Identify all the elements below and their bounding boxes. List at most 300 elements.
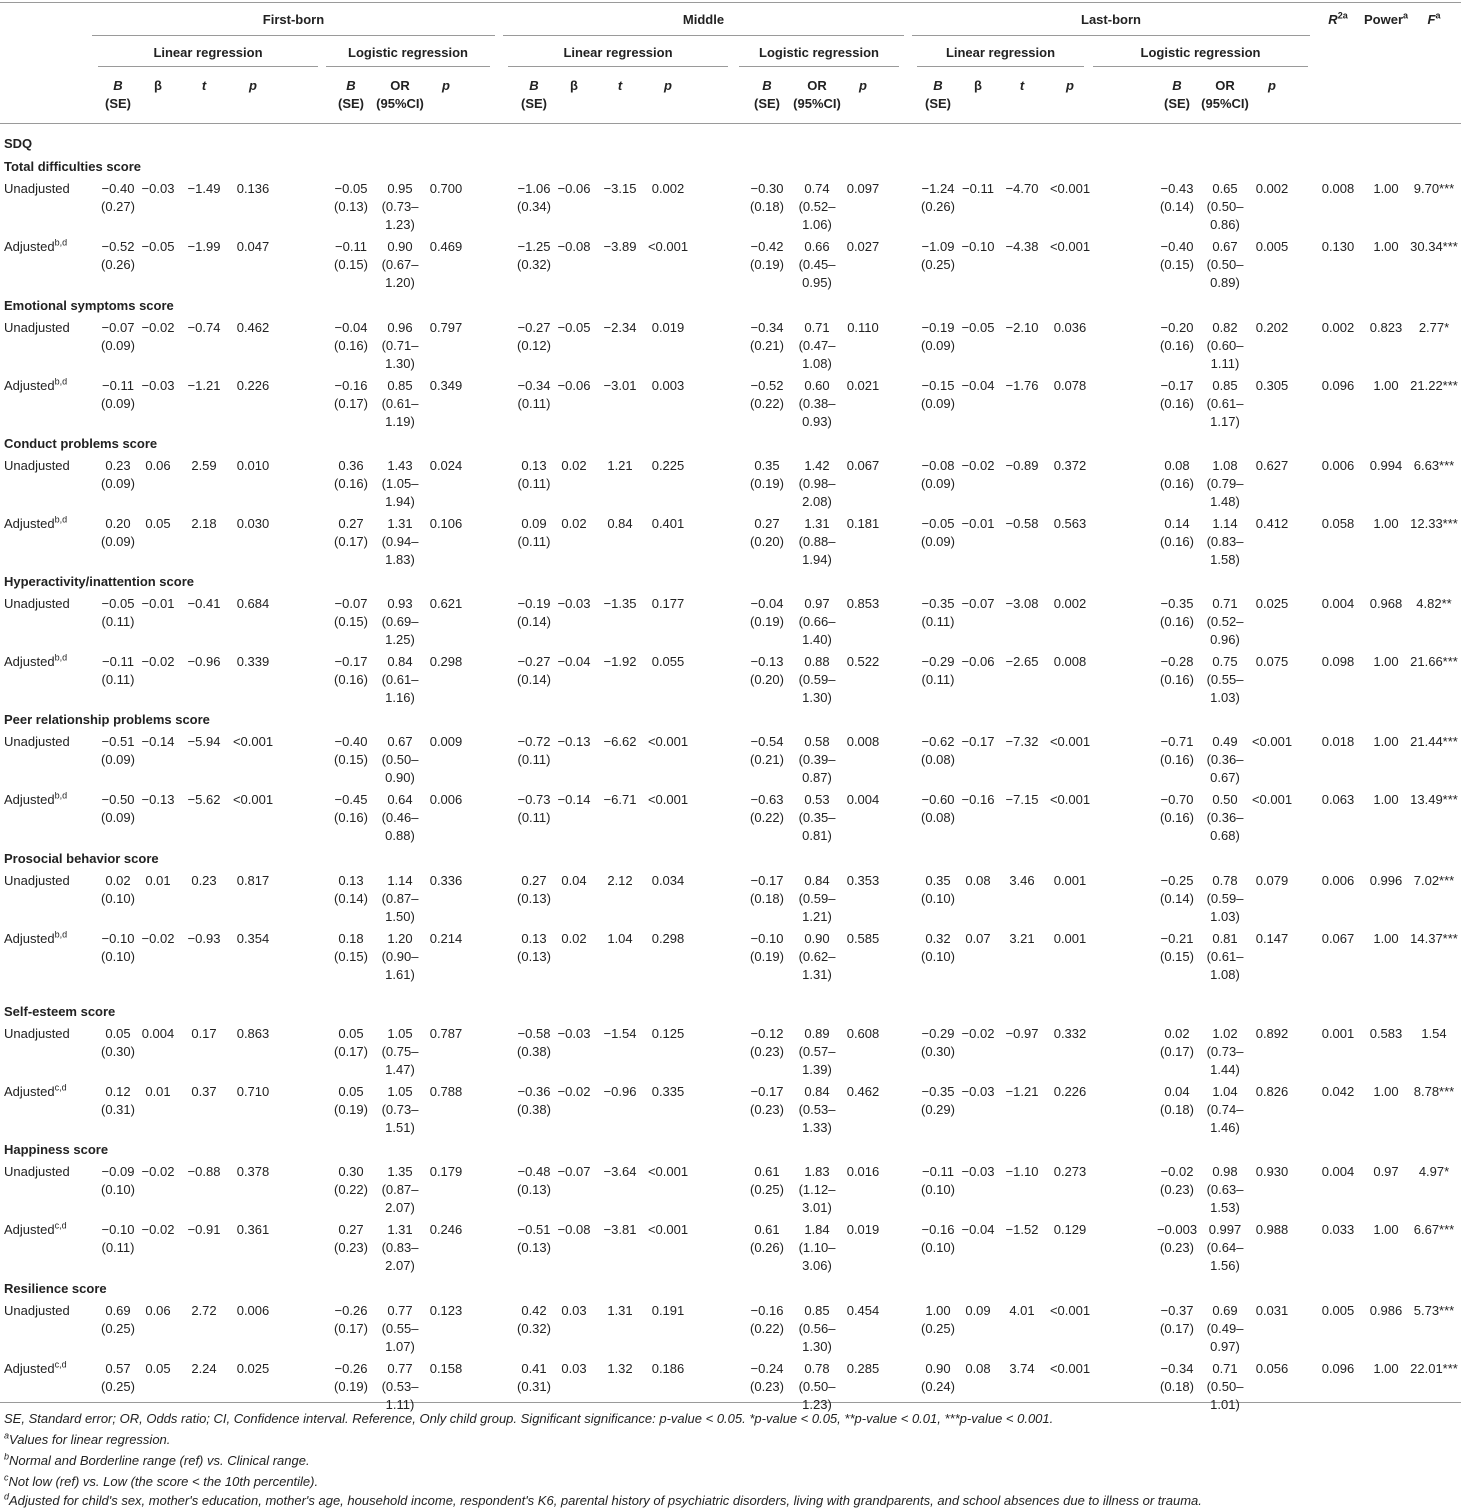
cell-text: 3.46 — [1009, 873, 1035, 888]
cell-text: −0.10 — [101, 1222, 135, 1237]
cell-text: Not low (ref) vs. Low (the score < the 10th percentile). — [8, 1474, 319, 1489]
cell-text: −1.49 — [187, 181, 221, 196]
cell-text: −0.24 — [750, 1361, 784, 1376]
cell-text: 0.90 — [925, 1361, 951, 1376]
cell-text: (0.22) — [334, 1182, 368, 1197]
cell-text: 0.78 — [804, 1361, 830, 1376]
cell-text: 0.006 — [429, 792, 463, 807]
cell-text: −0.62 — [921, 734, 955, 749]
cell-text: 1.00 — [1373, 654, 1399, 669]
cell-text: 0.008 — [1321, 181, 1355, 196]
cell-text: 0.098 — [1321, 654, 1355, 669]
cell-text: (0.09) — [101, 396, 135, 411]
cell-text: (0.25) — [750, 1182, 784, 1197]
cell-text: Adjusted — [4, 516, 55, 531]
cell-text: (0.87– — [381, 891, 419, 906]
cell-text: −0.11 — [335, 239, 367, 254]
table-cell — [406, 457, 486, 475]
cell-text: 0.401 — [651, 516, 685, 531]
cell-text: B — [346, 78, 356, 93]
cell-text: (0.12) — [517, 338, 551, 353]
table-cell — [1394, 595, 1461, 613]
cell-text: Unadjusted — [4, 458, 70, 473]
cell-text: 0.021 — [846, 378, 880, 393]
column-header — [1030, 77, 1110, 95]
cell-text: (0.59– — [798, 672, 836, 687]
cell-text: 0.025 — [1255, 596, 1289, 611]
cell-text: (0.14) — [1160, 891, 1194, 906]
rule-top — [0, 2, 1461, 3]
cell-text: <0.001 — [232, 792, 274, 807]
cell-text: −0.10 — [750, 931, 784, 946]
cell-text: 0.95) — [802, 275, 832, 290]
cell-text: 14.37*** — [1410, 931, 1458, 946]
table-cell — [406, 1221, 486, 1239]
cell-text: −1.21 — [187, 378, 221, 393]
cell-text: OR — [1215, 78, 1235, 93]
cell-text: (0.09) — [101, 338, 135, 353]
cell-text: 0.002 — [651, 181, 685, 196]
cell-text: (0.17) — [334, 396, 368, 411]
cell-text: −0.11 — [962, 181, 994, 196]
cell-text: (0.18) — [1160, 1102, 1194, 1117]
cell-text: 0.817 — [236, 873, 270, 888]
table-cell — [628, 733, 708, 751]
cell-text: 0.563 — [1053, 516, 1087, 531]
cell-text: −0.40 — [334, 734, 368, 749]
table-cell — [823, 1025, 903, 1043]
cell-text: Adjusted — [4, 239, 55, 254]
table-cell — [213, 1163, 293, 1181]
row-label — [4, 238, 67, 256]
cell-text: −0.03 — [961, 1084, 995, 1099]
table-cell — [213, 1025, 293, 1043]
cell-text: −0.41 — [187, 596, 221, 611]
cell-text: (0.25) — [921, 257, 955, 272]
cell-text: −0.52 — [750, 378, 784, 393]
cell-text: 0.147 — [1255, 931, 1289, 946]
cell-text: 0.305 — [1255, 378, 1289, 393]
cell-text: 0.85 — [804, 1303, 830, 1318]
cell-text: (0.14) — [1160, 199, 1194, 214]
cell-text: −1.52 — [1005, 1222, 1039, 1237]
cell-text: 0.93 — [387, 596, 413, 611]
cell-text: 0.797 — [429, 320, 463, 335]
cell-text: −0.63 — [750, 792, 784, 807]
cell-text: 0.03 — [561, 1361, 587, 1376]
cell-text: (0.55– — [1206, 672, 1244, 687]
cell-text: 1.61) — [385, 967, 415, 982]
table-cell — [1394, 180, 1461, 198]
cell-text: −1.24 — [921, 181, 955, 196]
cell-text: 0.61 — [754, 1164, 780, 1179]
cell-text: −0.29 — [921, 1026, 955, 1041]
table-cell — [406, 1083, 486, 1101]
cell-text: 1.94) — [802, 552, 832, 567]
cell-text: OR — [807, 78, 827, 93]
cell-text: <0.001 — [232, 734, 274, 749]
cell-text: 1.35 — [387, 1164, 413, 1179]
cell-text: (0.18) — [1160, 1379, 1194, 1394]
cell-text: Unadjusted — [4, 1303, 70, 1318]
cell-text: (0.09) — [921, 338, 955, 353]
cell-text: 0.23 — [191, 873, 217, 888]
cell-text: −7.15 — [1005, 792, 1039, 807]
cell-text: 0.06 — [145, 1303, 171, 1318]
cell-text: (1.12– — [798, 1182, 836, 1197]
cell-text: 0.71 — [804, 320, 830, 335]
cell-text: 0.27 — [338, 516, 364, 531]
cell-text: 0.067 — [846, 458, 880, 473]
cell-text: (0.23) — [1160, 1182, 1194, 1197]
cell-text: 0.93) — [802, 414, 832, 429]
cell-text: (0.46– — [381, 810, 419, 825]
cell-text: (0.16) — [334, 338, 368, 353]
cell-text: 1.30) — [802, 690, 832, 705]
cell-text: (SE) — [105, 96, 131, 111]
cell-text: 0.65 — [1212, 181, 1238, 196]
cell-text: 0.84 — [387, 654, 413, 669]
cell-text: 0.298 — [651, 931, 685, 946]
cell-text: −0.04 — [334, 320, 368, 335]
cell-text: 0.096 — [1321, 1361, 1355, 1376]
stat-header — [1404, 11, 1461, 29]
cell-text: 0.004 — [141, 1026, 175, 1041]
table-cell — [1394, 1025, 1461, 1043]
cell-text: 0.001 — [1053, 873, 1087, 888]
cell-text: −0.11 — [102, 378, 134, 393]
cell-text: 0.64 — [387, 792, 413, 807]
cell-text: 0.09 — [965, 1303, 991, 1318]
table-cell — [628, 238, 708, 256]
table-cell — [406, 1360, 486, 1378]
cell-text: 1.06) — [802, 217, 832, 232]
cell-text: 0.024 — [429, 458, 463, 473]
cell-text: 0.042 — [1321, 1084, 1355, 1099]
cell-text: 1.51) — [385, 1120, 415, 1135]
cell-text: Adjusted for child's sex, mother's education, mother's age, household income, respondent's K6, parental history of psychiatric disorders, living with grandparents, and school absences due to illness or trauma. — [9, 1493, 1202, 1508]
cell-text: Unadjusted — [4, 181, 70, 196]
cell-text: 0.700 — [429, 181, 463, 196]
cell-text: 1.31 — [804, 516, 830, 531]
cell-text: 0.853 — [846, 596, 880, 611]
cell-text: (0.10) — [101, 949, 135, 964]
cell-text: −0.13 — [750, 654, 784, 669]
cell-text: 1.30) — [385, 356, 415, 371]
cell-text: 3.74 — [1009, 1361, 1035, 1376]
cell-text: −0.74 — [187, 320, 221, 335]
cell-text: (0.09) — [921, 476, 955, 491]
cell-text: 0.191 — [651, 1303, 685, 1318]
cell-text: (0.79– — [1206, 476, 1244, 491]
cell-text: 2.12 — [607, 873, 633, 888]
cell-text: <0.001 — [1049, 792, 1091, 807]
cell-text: (0.22) — [750, 396, 784, 411]
cell-text: −1.35 — [603, 596, 637, 611]
cell-text: 0.031 — [1255, 1303, 1289, 1318]
cell-text: −0.10 — [961, 239, 995, 254]
table-cell — [1394, 1221, 1461, 1239]
footnote-marker: d — [4, 1491, 10, 1502]
cell-text: (0.52– — [1206, 614, 1244, 629]
cell-text: (0.73– — [381, 1102, 419, 1117]
table-cell — [823, 1163, 903, 1181]
cell-text: (0.35– — [798, 810, 836, 825]
cell-text: 0.372 — [1053, 458, 1087, 473]
cell-text: 0.27 — [338, 1222, 364, 1237]
cell-text: 5.73*** — [1413, 1303, 1455, 1318]
cell-text: 0.336 — [429, 873, 463, 888]
cell-text: 1.00 — [1373, 516, 1399, 531]
table-cell — [213, 1221, 293, 1239]
cell-text: −1.76 — [1005, 378, 1039, 393]
cell-text: (0.15) — [1160, 949, 1194, 964]
cell-text: 0.53 — [804, 792, 830, 807]
cell-text: p — [859, 78, 867, 93]
cell-text: 1.47) — [385, 1062, 415, 1077]
cell-text: 0.027 — [846, 239, 880, 254]
subgroup-header: Logistic regression — [1140, 45, 1261, 60]
cell-text: 1.30) — [802, 1339, 832, 1354]
row-label — [4, 457, 70, 475]
cell-text: 0.96 — [387, 320, 413, 335]
cell-text: 0.863 — [236, 1026, 270, 1041]
cell-text: (0.23) — [750, 1044, 784, 1059]
section-title: Peer relationship problems score — [4, 712, 210, 727]
cell-text: −0.17 — [334, 654, 368, 669]
cell-text: −0.05 — [921, 516, 955, 531]
footnote — [4, 1452, 310, 1469]
cell-text: 0.285 — [846, 1361, 880, 1376]
cell-text: −0.02 — [1160, 1164, 1194, 1179]
cell-text: 1.23) — [802, 1397, 832, 1412]
cell-text: −0.19 — [517, 596, 551, 611]
cell-text: 0.412 — [1255, 516, 1289, 531]
cell-text: Adjusted — [4, 1222, 55, 1237]
cell-text: (0.16) — [1160, 534, 1194, 549]
cell-text: −0.93 — [187, 931, 221, 946]
cell-text: 0.002 — [1053, 596, 1087, 611]
table-cell — [1030, 319, 1110, 337]
cell-text: −6.71 — [603, 792, 637, 807]
table-cell — [628, 872, 708, 890]
table-cell — [628, 1025, 708, 1043]
cell-text: 1.25) — [385, 632, 415, 647]
table-cell — [213, 653, 293, 671]
cell-text: −0.07 — [557, 1164, 591, 1179]
cell-text: 0.86) — [1210, 217, 1240, 232]
cell-text: −0.30 — [750, 181, 784, 196]
cell-text: 0.90 — [804, 931, 830, 946]
cell-text: (0.09) — [101, 534, 135, 549]
cell-text: −0.08 — [921, 458, 955, 473]
cell-text: Unadjusted — [4, 873, 70, 888]
cell-text: (0.21) — [750, 338, 784, 353]
cell-text: 7.02*** — [1413, 873, 1455, 888]
table-cell — [823, 180, 903, 198]
table-cell — [823, 377, 903, 395]
cell-text: Adjusted — [4, 1084, 55, 1099]
section-title: Resilience score — [4, 1281, 107, 1296]
cell-text: 0.684 — [236, 596, 270, 611]
cell-text: −7.32 — [1005, 734, 1039, 749]
cell-text: 0.125 — [651, 1026, 685, 1041]
cell-text: 0.129 — [1053, 1222, 1087, 1237]
table-cell — [823, 1221, 903, 1239]
cell-text: (0.71– — [381, 338, 419, 353]
cell-text: 0.03 — [561, 1303, 587, 1318]
cell-text: 0.88) — [385, 828, 415, 843]
cell-text: (0.50– — [1206, 1379, 1244, 1394]
cell-text: 4.82** — [1416, 596, 1452, 611]
cell-text: (0.14) — [517, 672, 551, 687]
cell-text: (0.16) — [334, 476, 368, 491]
table-cell — [628, 377, 708, 395]
cell-text: 1.00 — [1373, 792, 1399, 807]
cell-text: 0.354 — [236, 931, 270, 946]
cell-text: (0.38– — [798, 396, 836, 411]
cell-text: −0.02 — [141, 931, 175, 946]
cell-text: 1.14 — [1212, 516, 1238, 531]
table-cell — [823, 238, 903, 256]
cell-text: (0.60– — [1206, 338, 1244, 353]
cell-text: 0.41 — [521, 1361, 547, 1376]
cell-text: 0.02 — [561, 931, 587, 946]
cell-text: −0.16 — [961, 792, 995, 807]
table-cell — [823, 653, 903, 671]
cell-text: −0.02 — [141, 1164, 175, 1179]
cell-text: 0.61 — [754, 1222, 780, 1237]
cell-text: 0.82 — [1212, 320, 1238, 335]
cell-text: (SE) — [1164, 96, 1190, 111]
cell-text: −0.48 — [517, 1164, 551, 1179]
cell-text: −0.73 — [517, 792, 551, 807]
cell-text: 0.823 — [1369, 320, 1403, 335]
cell-text: −0.43 — [1160, 181, 1194, 196]
cell-text: <0.001 — [647, 1222, 689, 1237]
cell-text: −1.21 — [1005, 1084, 1039, 1099]
cell-text: (0.10) — [921, 1182, 955, 1197]
table-cell — [1394, 1163, 1461, 1181]
cell-text: 0.01 — [145, 873, 171, 888]
row-label — [4, 791, 67, 809]
cell-text: 1.04 — [607, 931, 633, 946]
cell-text: 0.332 — [1053, 1026, 1087, 1041]
cell-text: (0.31) — [517, 1379, 551, 1394]
table-cell — [628, 180, 708, 198]
cell-text: (0.08) — [921, 810, 955, 825]
cell-text: −0.97 — [1005, 1026, 1039, 1041]
cell-text: 0.968 — [1369, 596, 1403, 611]
cell-text: 1.39) — [802, 1062, 832, 1077]
table-cell — [628, 1221, 708, 1239]
cell-text: (0.17) — [1160, 1044, 1194, 1059]
cell-text: 1.94) — [385, 494, 415, 509]
cell-text: (0.83– — [1206, 534, 1244, 549]
cell-text: −0.35 — [921, 1084, 955, 1099]
table-cell — [406, 377, 486, 395]
cell-text: (0.38) — [517, 1102, 551, 1117]
table-cell — [1030, 733, 1110, 751]
cell-text: B — [1172, 78, 1182, 93]
cell-text: 1.20 — [387, 931, 413, 946]
group-header: Middle — [682, 12, 725, 27]
cell-text: 0.627 — [1255, 458, 1289, 473]
subgroup-header: Linear regression — [153, 45, 263, 60]
cell-text: (0.09) — [101, 810, 135, 825]
cell-text: 0.57 — [105, 1361, 131, 1376]
cell-text: 0.35 — [925, 873, 951, 888]
cell-text: 0.71 — [1212, 1361, 1238, 1376]
cell-text: 0.034 — [651, 873, 685, 888]
table-cell — [213, 377, 293, 395]
cell-text: −0.28 — [1160, 654, 1194, 669]
cell-text: −0.34 — [1160, 1361, 1194, 1376]
cell-text: 0.97) — [1210, 1339, 1240, 1354]
cell-text: <0.001 — [647, 792, 689, 807]
cell-text: −1.54 — [603, 1026, 637, 1041]
cell-text: −3.89 — [603, 239, 637, 254]
table-cell — [1394, 1083, 1461, 1101]
cell-text: 0.378 — [236, 1164, 270, 1179]
cell-text: −0.51 — [517, 1222, 551, 1237]
cell-text: (0.11) — [921, 614, 955, 629]
cell-text: (0.26) — [921, 199, 955, 214]
cell-text: p — [1066, 78, 1074, 93]
superscript: c,d — [54, 1220, 67, 1231]
cell-text: −0.50 — [101, 792, 135, 807]
footnote-marker: a — [4, 1430, 10, 1441]
cell-text: −1.25 — [517, 239, 551, 254]
cell-text: (0.62– — [798, 949, 836, 964]
row-label — [4, 1163, 70, 1181]
cell-text: −5.62 — [187, 792, 221, 807]
cell-text: 0.77 — [387, 1303, 413, 1318]
cell-text: 0.60 — [804, 378, 830, 393]
cell-text: (0.25) — [101, 1379, 135, 1394]
cell-text: 0.67) — [1210, 770, 1240, 785]
cell-text: (0.21) — [750, 752, 784, 767]
cell-text: 0.003 — [651, 378, 685, 393]
table-cell — [1030, 377, 1110, 395]
cell-text: 0.002 — [1255, 181, 1289, 196]
rule-subgroup — [326, 66, 490, 67]
footnote — [4, 1431, 170, 1448]
cell-text: 1.00 — [1373, 378, 1399, 393]
cell-text: (0.11) — [517, 396, 551, 411]
table-cell — [1394, 515, 1461, 533]
cell-text: 0.02 — [1164, 1026, 1190, 1041]
cell-text: (0.36– — [1206, 810, 1244, 825]
superscript: 2a — [1337, 10, 1348, 21]
cell-text: −0.13 — [557, 734, 591, 749]
cell-text: 0.50 — [1212, 792, 1238, 807]
cell-text: −0.40 — [101, 181, 135, 196]
table-cell — [213, 791, 293, 809]
cell-text: 0.930 — [1255, 1164, 1289, 1179]
table-cell — [628, 457, 708, 475]
cell-text: 0.49 — [1212, 734, 1238, 749]
cell-text: (0.15) — [334, 257, 368, 272]
cell-text: 0.96) — [1210, 632, 1240, 647]
cell-text: 1.20) — [385, 275, 415, 290]
cell-text: (0.61– — [1206, 396, 1244, 411]
cell-text: 0.075 — [1255, 654, 1289, 669]
cell-text: 0.85 — [387, 378, 413, 393]
row-label — [4, 930, 67, 948]
cell-text: (0.64– — [1206, 1240, 1244, 1255]
cell-text: 1.48) — [1210, 494, 1240, 509]
